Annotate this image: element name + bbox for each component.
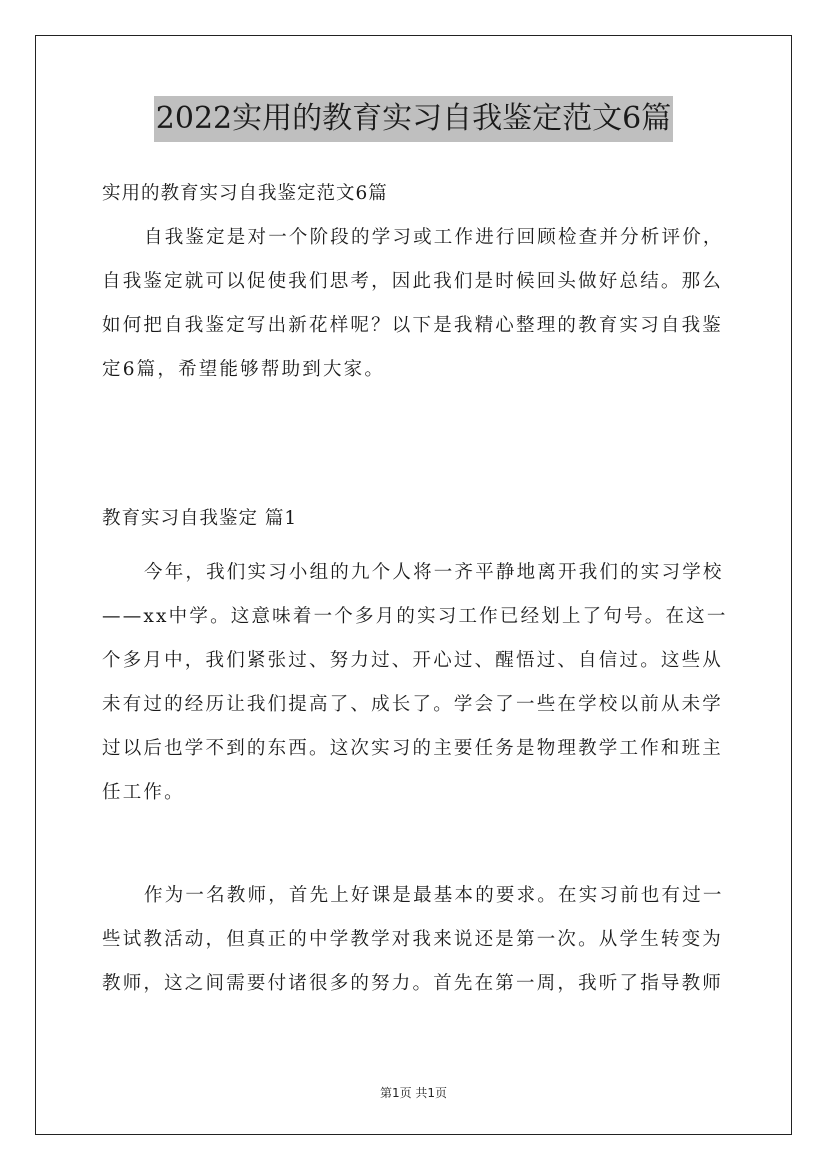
body-paragraph-1 <box>102 551 728 815</box>
text-line: 些试教活动，但真正的中学教学对我来说还是第一次。从学生转变为 <box>102 929 724 950</box>
text-line: 教师，这之间需要付诸很多的努力。首先在第一周，我听了指导教师 <box>102 973 724 994</box>
text-line: 如何把自我鉴定写出新花样呢？以下是我精心整理的教育实习自我鉴 <box>102 315 724 336</box>
text-line: ——xx中学。这意味着一个多月的实习工作已经划上了句号。在这一 <box>102 606 728 627</box>
document-title: 2022实用的教育实习自我鉴定范文6篇 <box>154 96 673 142</box>
document-title-wrapper <box>0 96 827 142</box>
text-line: 作为一名教师，首先上好课是最基本的要求。在实习前也有过一 <box>144 885 724 906</box>
text-line: 自我鉴定就可以促使我们思考，因此我们是时候回头做好总结。那么 <box>102 271 724 292</box>
section-heading: 教育实习自我鉴定 篇1 <box>102 508 298 529</box>
body-paragraph-2 <box>102 874 728 1006</box>
document-subtitle: 实用的教育实习自我鉴定范文6篇 <box>102 183 388 204</box>
text-line: 定6篇，希望能够帮助到大家。 <box>102 359 386 380</box>
text-line: 今年，我们实习小组的九个人将一齐平静地离开我们的实习学校 <box>144 562 724 583</box>
text-line: 任工作。 <box>102 782 185 803</box>
text-line: 个多月中，我们紧张过、努力过、开心过、醒悟过、自信过。这些从 <box>102 650 724 671</box>
text-line: 未有过的经历让我们提高了、成长了。学会了一些在学校以前从未学 <box>102 694 724 715</box>
text-line: 自我鉴定是对一个阶段的学习或工作进行回顾检查并分析评价， <box>144 227 724 248</box>
intro-paragraph <box>102 216 728 392</box>
text-line: 过以后也学不到的东西。这次实习的主要任务是物理教学工作和班主 <box>102 738 724 759</box>
page-footer: 第1页 共1页 <box>379 1086 448 1100</box>
